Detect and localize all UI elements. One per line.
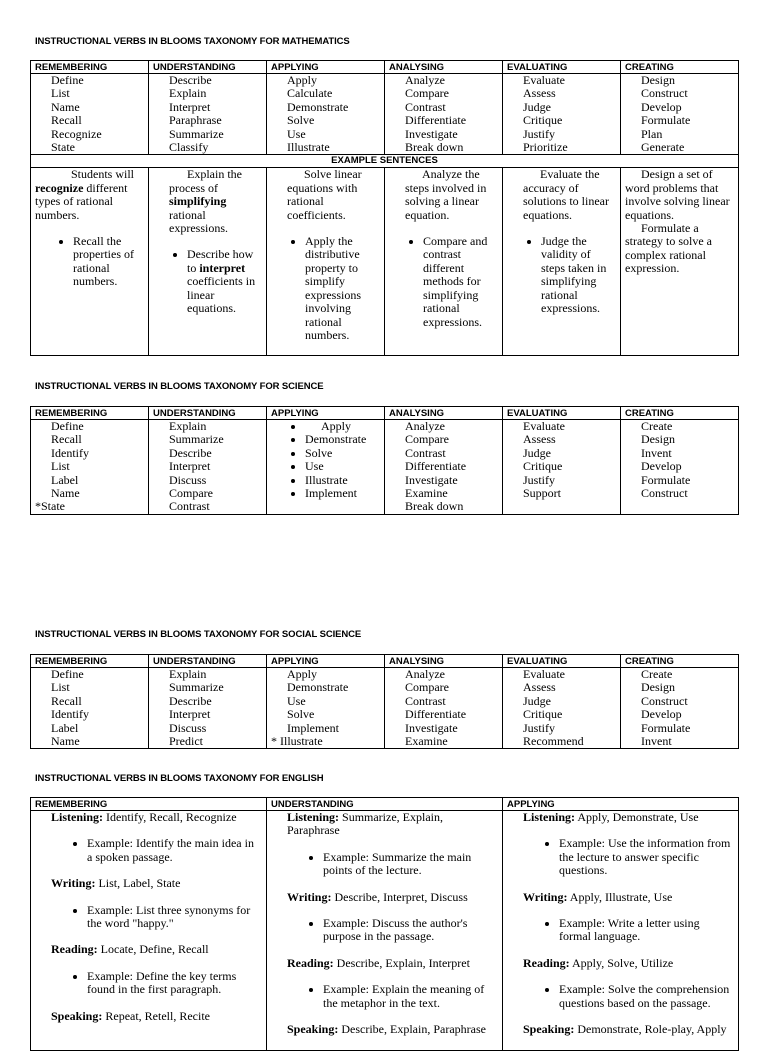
example-applying [267, 168, 385, 356]
example-bullet: • Example: List three synonyms for the word "happy." [87, 904, 260, 931]
verb: Develop [641, 99, 682, 114]
verb: List [51, 680, 70, 695]
social-header-remembering: REMEMBERING [31, 655, 149, 668]
social-remembering-cell [31, 668, 149, 749]
verb: Explain [169, 667, 207, 681]
example-list [169, 248, 262, 315]
verb: Interpret [169, 99, 211, 114]
verb: Design [641, 73, 675, 87]
skill-line [51, 811, 260, 824]
example-text: coefficients in linear equations. [187, 274, 256, 316]
social-header-understanding: UNDERSTANDING [149, 655, 267, 668]
skill-label: Speaking: [287, 1022, 339, 1037]
verb: • Illustrate [305, 474, 384, 487]
verb: Contrast [169, 499, 210, 514]
verb: Explain [169, 86, 207, 101]
skill-verbs: Apply, Demonstrate, Use [575, 810, 699, 824]
example-text: Explain the process of [169, 167, 242, 195]
example-text [169, 168, 262, 235]
skill-verbs: Repeat, Retell, Recite [102, 1008, 210, 1023]
verb: Predict [169, 734, 203, 749]
verb: Use [287, 693, 306, 708]
verb: Describe [169, 445, 212, 460]
verb: Interpret [169, 707, 211, 722]
verb: Examine [405, 486, 448, 501]
skill-label: Reading: [523, 955, 570, 970]
science-applying-cell [267, 420, 385, 515]
skill-line [523, 957, 732, 970]
science-understanding-cell [149, 420, 267, 515]
skill-line [287, 957, 496, 970]
bold-verb: recognize [35, 180, 84, 195]
example-list [523, 983, 732, 1010]
example-list [523, 917, 732, 944]
verb: Evaluate [523, 667, 565, 681]
verb: Define [51, 73, 84, 87]
verb: Describe [169, 693, 212, 708]
verb: Formulate [641, 113, 691, 128]
verb: Illustrate [287, 140, 330, 155]
verb: Apply [287, 667, 317, 681]
bold-verb: interpret [199, 260, 246, 275]
example-text: Students will [70, 167, 134, 182]
example-bullet: • Judge the validity of steps taken in simplifying rational expressions. [541, 235, 616, 315]
verb: Recall [51, 693, 82, 708]
skill-line [287, 1023, 496, 1036]
science-verbs-row [31, 420, 739, 515]
example-evaluating [503, 168, 621, 356]
verb: Critique [523, 707, 563, 722]
verb: Evaluate [523, 419, 565, 433]
example-text: different types of rational numbers. [35, 180, 128, 222]
skill-verbs: Locate, Define, Recall [97, 942, 209, 957]
social-header-creating: CREATING [621, 655, 739, 668]
example-list [35, 235, 144, 289]
verb: Label [51, 720, 79, 735]
social-applying-cell [267, 668, 385, 749]
verb: Summarize [169, 126, 224, 141]
verb: Compare [169, 486, 213, 501]
verb: * Illustrate [271, 734, 323, 749]
verb: Break down [405, 499, 464, 514]
science-creating-cell [621, 420, 739, 515]
math-table [30, 60, 739, 356]
example-text: Design a set of word problems that involve solving linear equations. [625, 167, 730, 222]
verb: Solve [287, 707, 315, 722]
science-analysing-cell [385, 420, 503, 515]
example-list [287, 851, 496, 878]
math-header-understanding: UNDERSTANDING [149, 61, 267, 74]
math-applying-cell [267, 74, 385, 155]
skill-line [523, 891, 732, 904]
example-bullet: • Example: Identify the main idea in a spoken passage. [87, 837, 260, 864]
example-list [51, 970, 260, 997]
verb: Name [51, 486, 80, 501]
math-header-evaluating: EVALUATING [503, 61, 621, 74]
verb: Formulate [641, 472, 691, 487]
example-bullet: • Example: Write a letter using formal language. [559, 917, 732, 944]
example-bullet: • Example: Summarize the main points of the lecture. [323, 851, 496, 878]
verb: Create [641, 667, 673, 681]
math-evaluating-cell [503, 74, 621, 155]
verb: Justify [523, 720, 556, 735]
skill-verbs: Describe, Explain, Interpret [333, 955, 470, 970]
example-text: Analyze the steps involved in solving a linear equation. [405, 167, 487, 222]
skill-label: Writing: [51, 876, 96, 891]
skill-label: Reading: [51, 942, 98, 957]
skill-label: Speaking: [523, 1022, 575, 1037]
verb: Paraphrase [169, 113, 222, 128]
verb: Judge [523, 99, 551, 114]
verb: Define [51, 419, 84, 433]
verb: • Use [305, 460, 384, 473]
social-header-row [31, 655, 739, 668]
verb: Apply [287, 73, 317, 87]
verb: Analyze [405, 667, 445, 681]
verb: • Implement [305, 487, 384, 500]
math-understanding-cell [149, 74, 267, 155]
verb: Assess [523, 86, 556, 101]
verb: Compare [405, 86, 449, 101]
verb: Solve [287, 113, 315, 128]
math-analysing-cell [385, 74, 503, 155]
skill-label: Speaking: [51, 1008, 103, 1023]
english-understanding-cell [267, 811, 503, 1051]
example-text: Formulate a strategy to solve a complex rational expression. [625, 221, 712, 276]
social-analysing-cell [385, 668, 503, 749]
math-header-remembering: REMEMBERING [31, 61, 149, 74]
skill-verbs: Describe, Explain, Paraphrase [338, 1022, 486, 1037]
verb: Design [641, 432, 675, 447]
social-evaluating-cell [503, 668, 621, 749]
verb: Construct [641, 486, 688, 501]
verb: List [51, 86, 70, 101]
skill-line [523, 1023, 732, 1036]
verb: List [51, 459, 70, 474]
science-evaluating-cell [503, 420, 621, 515]
verb: Implement [287, 720, 339, 735]
social-header-applying: APPLYING [267, 655, 385, 668]
verb: Analyze [405, 419, 445, 433]
example-bullet [187, 248, 262, 315]
science-title: INSTRUCTIONAL VERBS IN BLOOMS TAXONOMY FOR SCIENCE [35, 381, 324, 392]
verb: Summarize [169, 680, 224, 695]
verb: Assess [523, 680, 556, 695]
verb: Calculate [287, 86, 333, 101]
english-content-row [31, 811, 739, 1051]
skill-label: Listening: [287, 810, 340, 824]
english-title: INSTRUCTIONAL VERBS IN BLOOMS TAXONOMY FOR ENGLISH [35, 773, 324, 784]
example-text: Describe how to [187, 247, 254, 275]
skill-verbs: Apply, Solve, Utilize [569, 955, 674, 970]
skill-label: Writing: [287, 889, 332, 904]
example-list [51, 837, 260, 864]
verb: Examine [405, 734, 448, 749]
example-text: rational expressions. [169, 207, 228, 236]
math-header-applying: APPLYING [267, 61, 385, 74]
verb: Plan [641, 126, 663, 141]
skill-verbs: Describe, Interpret, Discuss [331, 889, 468, 904]
science-header-understanding: UNDERSTANDING [149, 407, 267, 420]
verb: Construct [641, 693, 688, 708]
skill-line [287, 891, 496, 904]
example-list [287, 983, 496, 1010]
verb: Contrast [405, 445, 446, 460]
verb: Differentiate [405, 459, 467, 474]
verb: Summarize [169, 432, 224, 447]
verb: *State [35, 499, 65, 514]
social-verbs-row [31, 668, 739, 749]
math-header-creating: CREATING [621, 61, 739, 74]
verb: Compare [405, 432, 449, 447]
verb: Contrast [405, 693, 446, 708]
verb: Formulate [641, 720, 691, 735]
verb: Construct [641, 86, 688, 101]
math-remembering-cell [31, 74, 149, 155]
verb: Interpret [169, 459, 211, 474]
math-title: INSTRUCTIONAL VERBS IN BLOOMS TAXONOMY FOR MATHEMATICS [35, 36, 350, 47]
example-list [523, 235, 616, 315]
bold-verb: simplifying [169, 194, 227, 209]
verb: Design [641, 680, 675, 695]
math-creating-cell [621, 74, 739, 155]
math-header-row [31, 61, 739, 74]
verb: Classify [169, 140, 209, 155]
example-remembering [31, 168, 149, 356]
science-applying-list [267, 420, 384, 500]
verb: Demonstrate [287, 99, 349, 114]
skill-verbs: Apply, Illustrate, Use [567, 889, 673, 904]
verb: Invent [641, 445, 672, 460]
skill-verbs: Identify, Recall, Recognize [103, 810, 237, 824]
verb: Describe [169, 73, 212, 87]
verb: Justify [523, 472, 556, 487]
english-remembering-cell [31, 811, 267, 1051]
verb: Contrast [405, 99, 446, 114]
verb: Discuss [169, 472, 207, 487]
example-bullet: • Apply the distributive property to simplify expressions involving rational numbers. [305, 235, 380, 342]
example-understanding [149, 168, 267, 356]
example-text: Evaluate the accuracy of solutions to linear equations. [523, 167, 609, 222]
example-bullet: • Example: Define the key terms found in the first paragraph. [87, 970, 260, 997]
skill-verbs: List, Label, State [95, 876, 181, 891]
verb: Prioritize [523, 140, 568, 155]
verb: Differentiate [405, 707, 467, 722]
example-bullet: • Example: Discuss the author's purpose in the passage. [323, 917, 496, 944]
verb: Support [523, 486, 562, 501]
example-bullet: • Example: Explain the meaning of the metaphor in the text. [323, 983, 496, 1010]
example-bullet: • Example: Solve the comprehension questions based on the passage. [559, 983, 732, 1010]
verb: • Solve [305, 447, 384, 460]
verb: Differentiate [405, 113, 467, 128]
skill-label: Writing: [523, 889, 568, 904]
science-table [30, 406, 739, 515]
verb: Create [641, 419, 673, 433]
verb: Develop [641, 707, 682, 722]
verb: Critique [523, 459, 563, 474]
example-sentences-title: EXAMPLE SENTENCES [31, 155, 739, 168]
english-applying-cell [503, 811, 739, 1051]
english-table [30, 797, 739, 1051]
skill-verbs: Demonstrate, Role-play, Apply [574, 1022, 727, 1037]
verb: Analyze [405, 73, 445, 87]
verb: Name [51, 734, 80, 749]
skill-verbs: Summarize, Explain, Paraphrase [287, 810, 443, 838]
verb: Explain [169, 419, 207, 433]
verb: Investigate [405, 126, 458, 141]
verb: Recognize [51, 126, 102, 141]
science-remembering-cell [31, 420, 149, 515]
verb: State [51, 140, 75, 155]
example-list [51, 904, 260, 931]
skill-line [523, 811, 732, 824]
science-header-row [31, 407, 739, 420]
example-list [523, 837, 732, 877]
verb: Use [287, 126, 306, 141]
verb: Invent [641, 734, 672, 749]
verb: Recommend [523, 734, 584, 749]
social-table [30, 654, 739, 749]
skill-line [51, 943, 260, 956]
english-header-remembering: REMEMBERING [31, 798, 267, 811]
verb: • Apply [305, 420, 384, 433]
example-list [287, 917, 496, 944]
verb: Demonstrate [287, 680, 349, 695]
skill-line [287, 811, 496, 838]
english-header-row [31, 798, 739, 811]
verb: Evaluate [523, 73, 565, 87]
verb: Assess [523, 432, 556, 447]
verb: Name [51, 99, 80, 114]
example-bullet: • Compare and contrast different methods for simplifying rational expressions. [423, 235, 498, 329]
math-header-analysing: ANALYSING [385, 61, 503, 74]
english-header-applying: APPLYING [503, 798, 739, 811]
verb: Discuss [169, 720, 207, 735]
skill-label: Listening: [523, 810, 576, 824]
science-header-creating: CREATING [621, 407, 739, 420]
social-header-evaluating: EVALUATING [503, 655, 621, 668]
example-text [35, 182, 144, 222]
verb: Recall [51, 432, 82, 447]
example-list [405, 235, 498, 329]
verb: Break down [405, 140, 464, 155]
math-examples-row [31, 168, 739, 356]
verb: Justify [523, 126, 556, 141]
social-header-analysing: ANALYSING [385, 655, 503, 668]
science-header-applying: APPLYING [267, 407, 385, 420]
social-understanding-cell [149, 668, 267, 749]
verb: • Demonstrate [305, 433, 384, 446]
verb: Develop [641, 459, 682, 474]
verb: Recall [51, 113, 82, 128]
verb: Investigate [405, 720, 458, 735]
example-bullet: • Example: Use the information from the lecture to answer specific questions. [559, 837, 732, 877]
english-header-understanding: UNDERSTANDING [267, 798, 503, 811]
example-list [287, 235, 380, 342]
skill-label: Reading: [287, 955, 334, 970]
verb: Identify [51, 707, 89, 722]
verb: Judge [523, 445, 551, 460]
science-header-remembering: REMEMBERING [31, 407, 149, 420]
math-example-header-row [31, 155, 739, 168]
social-title: INSTRUCTIONAL VERBS IN BLOOMS TAXONOMY FOR SOCIAL SCIENCE [35, 629, 362, 640]
social-creating-cell [621, 668, 739, 749]
math-verbs-row [31, 74, 739, 155]
example-creating [621, 168, 739, 356]
verb: Compare [405, 680, 449, 695]
skill-line [51, 877, 260, 890]
skill-line [51, 1010, 260, 1023]
verb: Judge [523, 693, 551, 708]
science-header-analysing: ANALYSING [385, 407, 503, 420]
skill-label: Listening: [51, 810, 104, 824]
verb: Investigate [405, 472, 458, 487]
example-text: Solve linear equations with rational coefficients. [287, 167, 362, 222]
verb: Define [51, 667, 84, 681]
example-analysing [385, 168, 503, 356]
verb: Generate [641, 140, 685, 155]
science-header-evaluating: EVALUATING [503, 407, 621, 420]
example-bullet: • Recall the properties of rational numbers. [73, 235, 144, 289]
verb: Label [51, 472, 79, 487]
verb: Critique [523, 113, 563, 128]
verb: Identify [51, 445, 89, 460]
